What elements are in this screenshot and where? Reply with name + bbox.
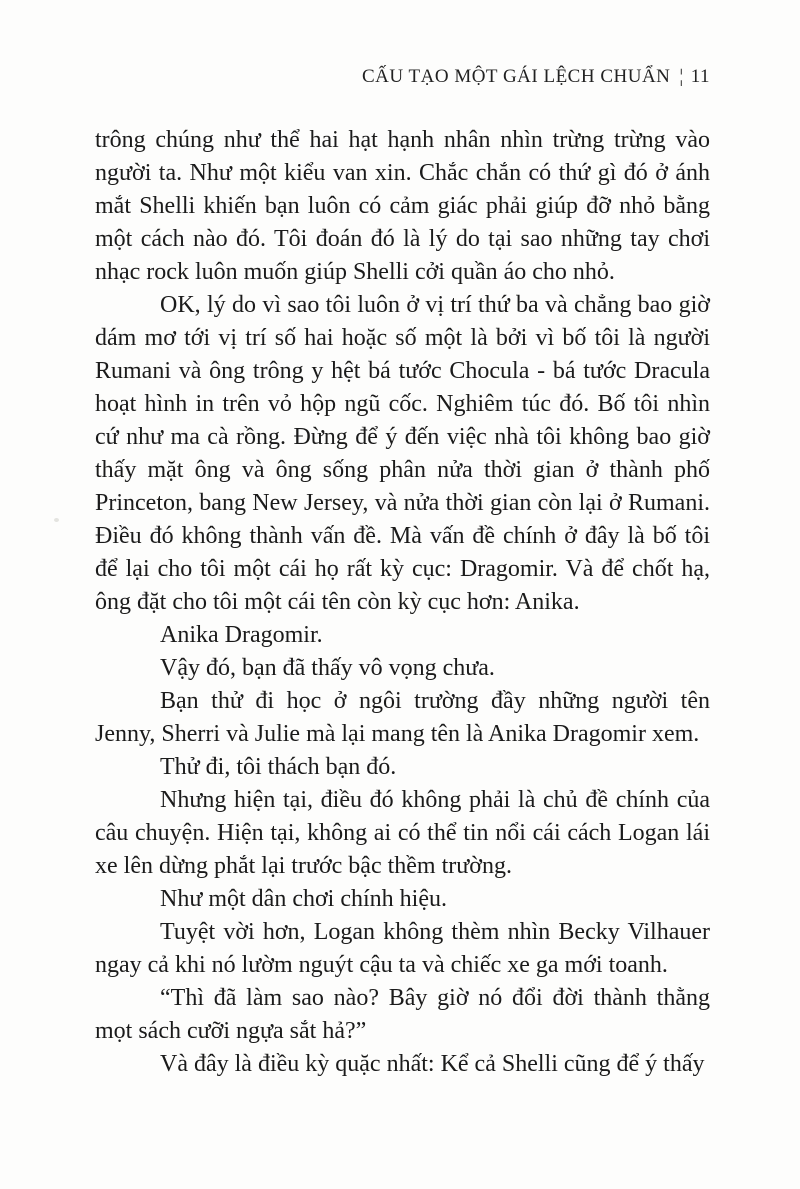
page-number: 11 [690,66,710,87]
paragraph: Vậy đó, bạn đã thấy vô vọng chưa. [160,655,495,681]
paragraph: OK, lý do vì sao tôi luôn ở vị trí thứ ba và chẳng bao giờ dám mơ tới vị trí số hai hoặc số một là bởi vì bố tôi là người Rumani và ông trông y hệt bá tước Chocula - bá tước Dracula hoạt hình in trên vỏ hộp ngũ cốc. Nghiêm túc đó. Bố tôi nhìn cứ như ma cà rồng. Đừng để ý đến việc nhà tôi không bao giờ thấy mặt ông và ông sống phân nửa thời gian ở thành phố Princeton, bang New Jersey, và nửa thời gian còn lại ở Rumani. Điều đó không thành vấn đề. Mà vấn đề chính ở đây là bố tôi để lại cho tôi một cái họ rất kỳ cục: Dragomir. Và để chốt hạ, ông đặt cho tôi một cái tên còn kỳ cục hơn: Anika. [95,292,710,615]
paragraph: Tuyệt vời hơn, Logan không thèm nhìn Becky Vilhauer ngay cả khi nó lườm nguýt cậu ta và chiếc xe ga mới toanh. [95,919,710,978]
paragraph: Anika Dragomir. [160,622,323,648]
paragraph: Và đây là điều kỳ quặc nhất: Kể cả Shelli cũng để ý thấy [160,1051,705,1077]
page-header [95,66,710,88]
scan-artifact [54,518,59,522]
paragraph: Nhưng hiện tại, điều đó không phải là chủ đề chính của câu chuyện. Hiện tại, không ai có thể tin nổi cái cách Logan lái xe lên dừng phắt lại trước bậc thềm trường. [95,787,710,879]
running-title: CẤU TẠO MỘT GÁI LỆCH CHUẨN [362,66,671,87]
header-separator: ¦ [679,66,684,87]
paragraph: trông chúng như thể hai hạt hạnh nhân nhìn trừng trừng vào người ta. Như một kiểu van xin. Chắc chắn có thứ gì đó ở ánh mắt Shelli khiến bạn luôn có cảm giác phải giúp đỡ nhỏ bằng một cách nào đó. Tôi đoán đó là lý do tại sao những tay chơi nhạc rock luôn muốn giúp Shelli cởi quần áo cho nhỏ. [95,127,710,285]
page-body [95,124,710,1081]
paragraph: Như một dân chơi chính hiệu. [160,886,447,912]
paragraph: “Thì đã làm sao nào? Bây giờ nó đổi đời thành thằng mọt sách cưỡi ngựa sắt hả?” [95,985,710,1044]
paragraph: Bạn thử đi học ở ngôi trường đầy những người tên Jenny, Sherri và Julie mà lại mang tên là Anika Dragomir xem. [95,688,710,747]
paragraph: Thử đi, tôi thách bạn đó. [160,754,397,780]
